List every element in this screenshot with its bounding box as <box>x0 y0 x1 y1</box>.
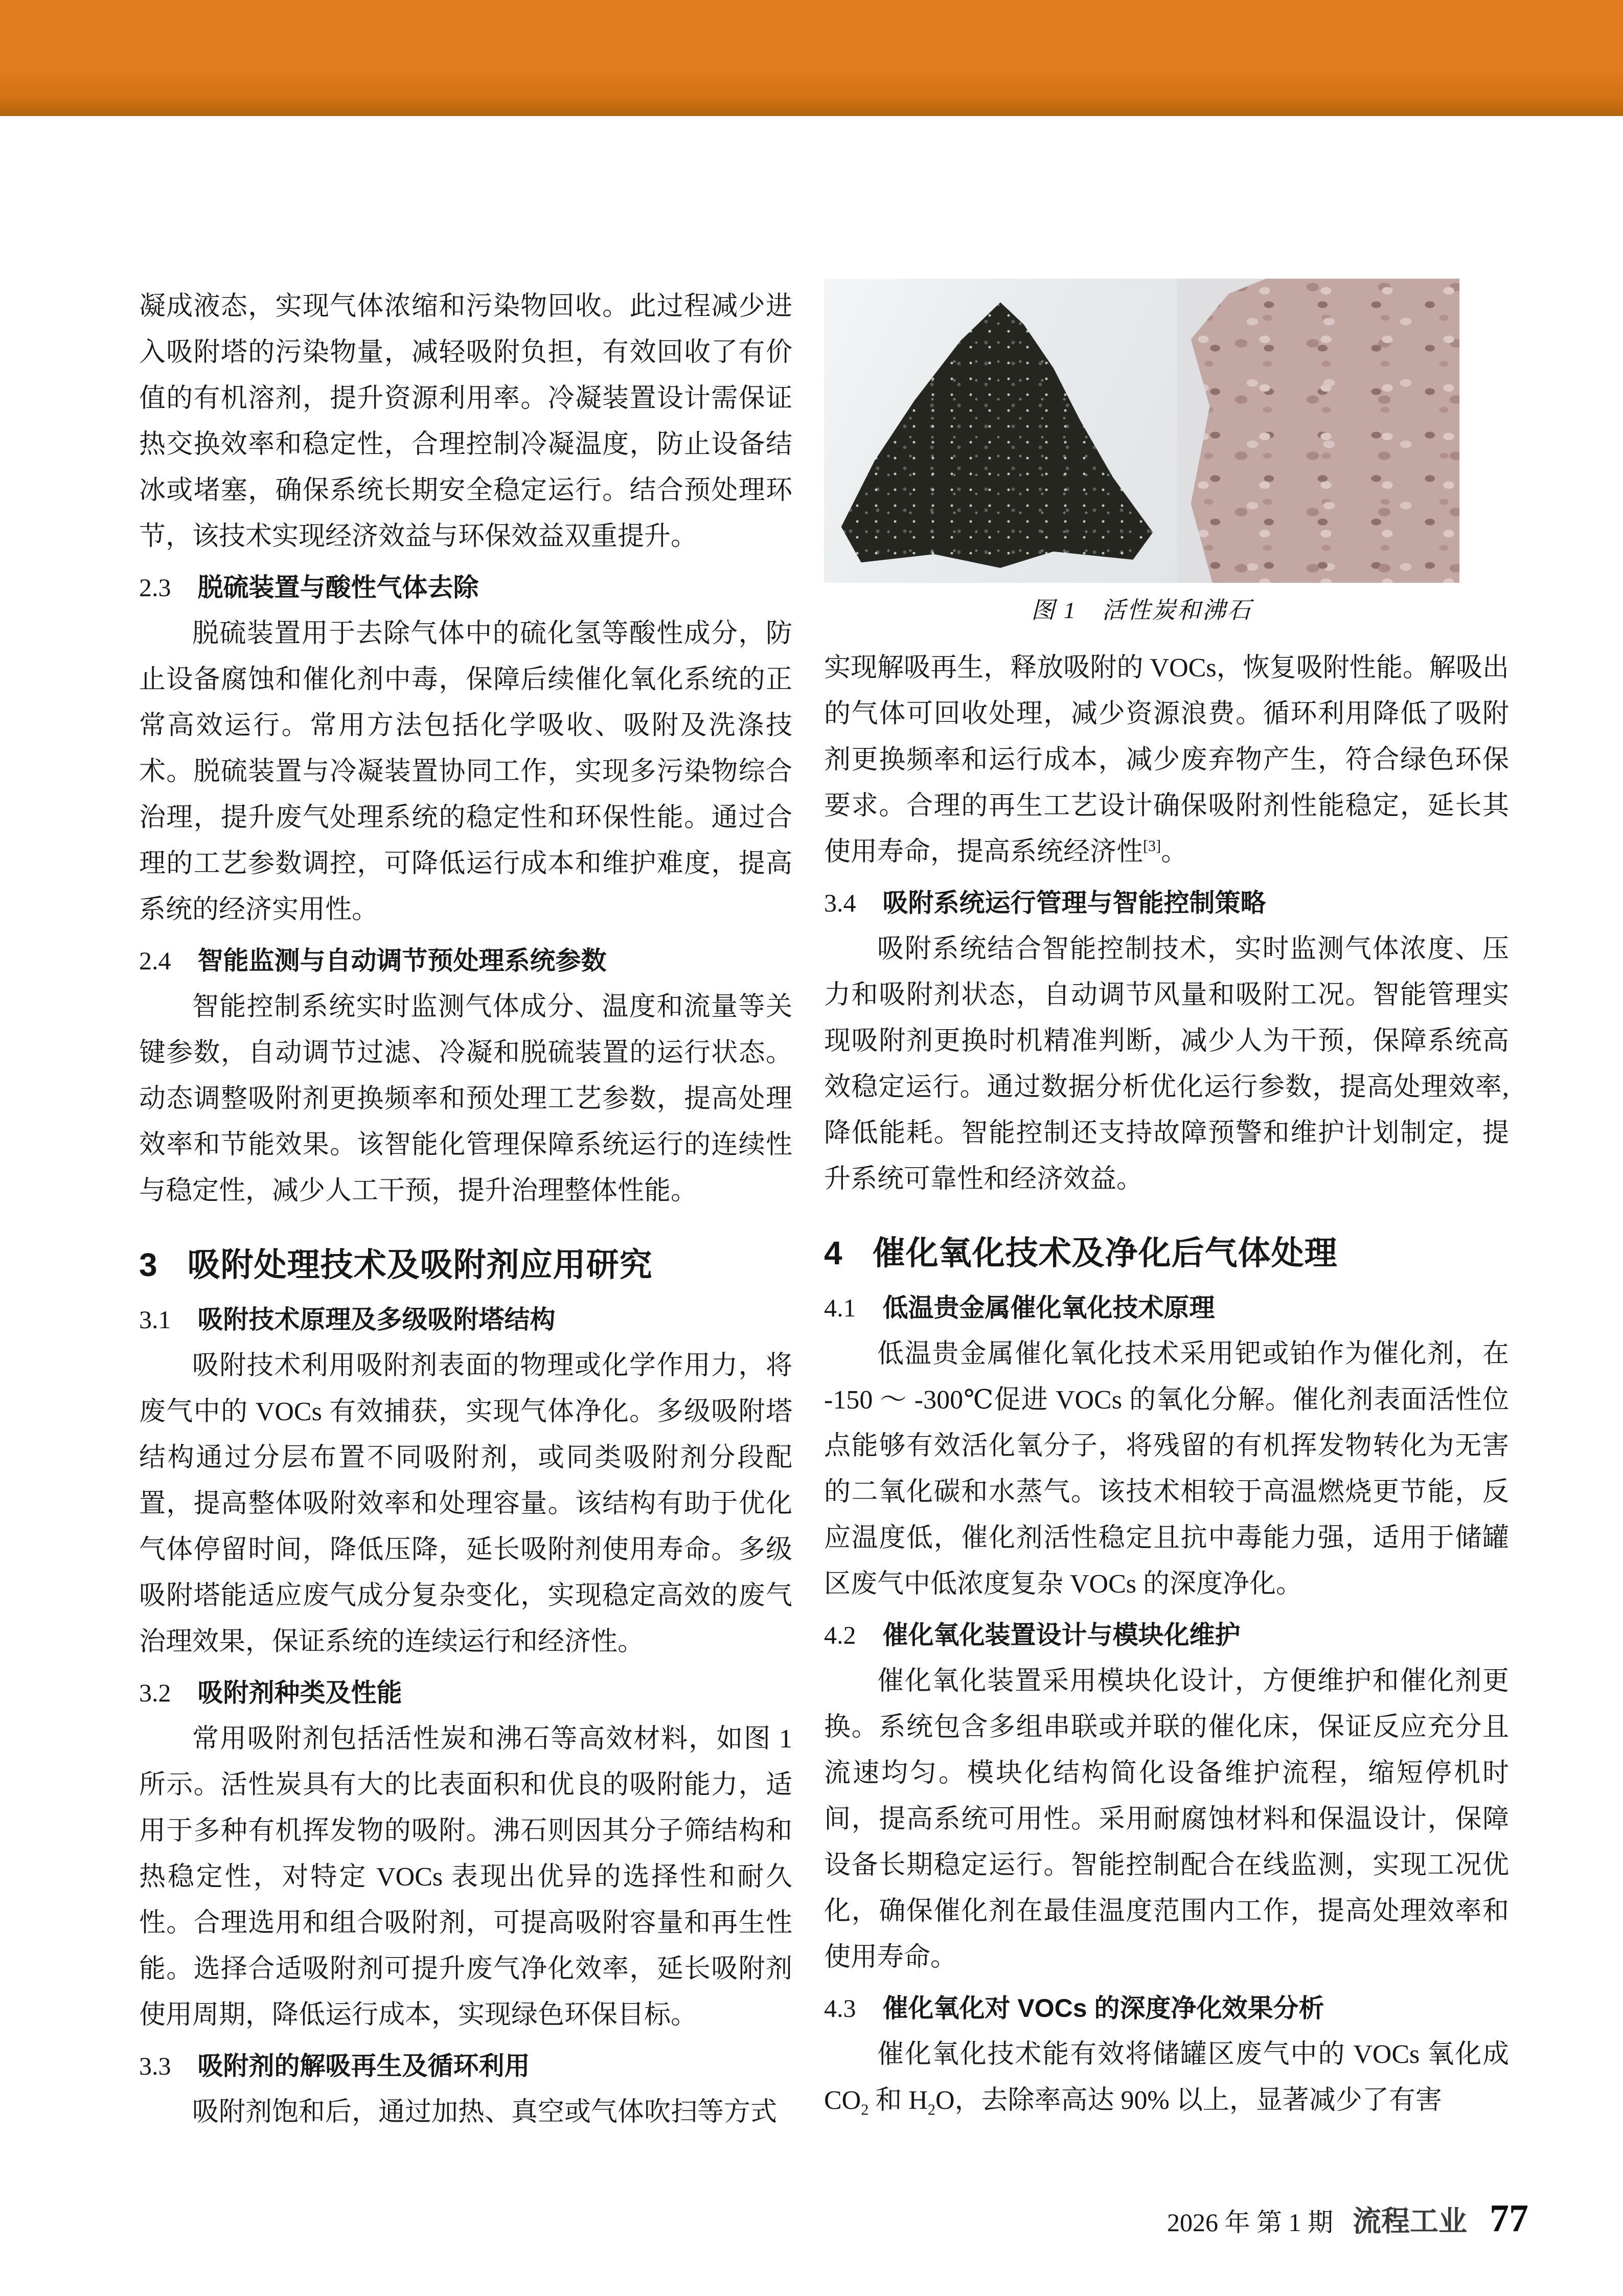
section-heading <box>139 1243 792 1287</box>
heading-number: 4.3 <box>824 1994 856 2022</box>
activated-carbon-pile <box>835 297 1167 571</box>
heading-number: 4.2 <box>824 1621 856 1649</box>
zeolite-granules <box>1191 279 1459 583</box>
heading-title: 智能监测与自动调节预处理系统参数 <box>197 946 607 975</box>
subsection-heading <box>824 1289 1509 1326</box>
page-number: 77 <box>1490 2197 1528 2240</box>
heading-number: 3 <box>139 1246 158 1283</box>
subsection-heading <box>139 1674 792 1711</box>
subsection-heading <box>139 1301 792 1338</box>
heading-title: 吸附技术原理及多级吸附塔结构 <box>197 1305 556 1334</box>
paragraph: 吸附技术利用吸附剂表面的物理或化学作用力，将废气中的 VOCs 有效捕获，实现气体净化。多级吸附塔结构通过分层布置不同吸附剂，或同类吸附剂分段配置，提高整体吸附效率和处理容量。该结构有助于优化气体停留时间，降低压降，延长吸附剂使用寿命。多级吸附塔能适应废气成分复杂变化，实现稳定高效的废气治理效果，保证系统的连续运行和经济性。 <box>139 1351 792 1656</box>
figure-1-caption: 图 1 活性炭和沸石 <box>1031 597 1252 623</box>
heading-title: 低温贵金属催化氧化技术原理 <box>882 1293 1215 1322</box>
left-column <box>139 284 792 2135</box>
paragraph: 脱硫装置用于去除气体中的硫化氢等酸性成分，防止设备腐蚀和催化剂中毒，保障后续催化氧化系统的正常高效运行。常用方法包括化学吸收、吸附及洗涤技术。脱硫装置与冷凝装置协同工作，实现多污染物综合治理，提升废气处理系统的稳定性和环保性能。通过合理的工艺参数调控，可降低运行成本和维护难度，提高系统的经济实用性。 <box>139 619 792 924</box>
figure-1 <box>824 279 1459 625</box>
paragraph: 低温贵金属催化氧化技术采用钯或铂作为催化剂，在 -150 ～ -300℃促进 VOCs 的氧化分解。催化剂表面活性位点能够有效活化氧分子，将残留的有机挥发物转化为无害的二氧化碳和水蒸气。该技术相较于高温燃烧更节能，反应温度低，催化剂活性稳定且抗中毒能力强，适用于储罐区废气中低浓度复杂 VOCs 的深度净化。 <box>824 1339 1509 1599</box>
paragraph: 催化氧化装置采用模块化设计，方便维护和催化剂更换。系统包含多组串联或并联的催化床，保证反应充分且流速均匀。模块化结构简化设备维护流程，缩短停机时间，提高系统可用性。采用耐腐蚀材料和保温设计，保障设备长期稳定运行。智能控制配合在线监测，实现工况优化，确保催化剂在最佳温度范围内工作，提高处理效率和使用寿命。 <box>824 1667 1509 1972</box>
subsection-heading <box>824 1617 1509 1653</box>
paragraph: 凝成液态，实现气体浓缩和污染物回收。此过程减少进入吸附塔的污染物量，减轻吸附负担，有效回收了有价值的有机溶剂，提升资源利用率。冷凝装置设计需保证热交换效率和稳定性，合理控制冷凝温度，防止设备结冰或堵塞，确保系统长期安全稳定运行。结合预处理环节，该技术实现经济效益与环保效益双重提升。 <box>139 292 792 551</box>
issue-info: 2026 年 第 1 期 <box>1167 2208 1333 2237</box>
subsection-heading <box>824 1990 1509 2027</box>
heading-number: 3.4 <box>824 889 856 917</box>
paragraph: 实现解吸再生，释放吸附的 VOCs，恢复吸附性能。解吸出的气体可回收处理，减少资源浪费。循环利用降低了吸附剂更换频率和运行成本，减少废弃物产生，符合绿色环保要求。合理的再生工艺设计确保吸附剂性能稳定，延长其使用寿命，提高系统经济性[3]。 <box>824 653 1509 867</box>
heading-title: 吸附处理技术及吸附剂应用研究 <box>187 1246 653 1283</box>
heading-title: 催化氧化技术及净化后气体处理 <box>872 1235 1338 1271</box>
section-heading <box>824 1231 1509 1275</box>
paragraph: 吸附系统结合智能控制技术，实时监测气体浓度、压力和吸附剂状态，自动调节风量和吸附工况。智能管理实现吸附剂更换时机精准判断，减少人为干预，保障系统高效稳定运行。通过数据分析优化运行参数，提高处理效率,降低能耗。智能控制还支持故障预警和维护计划制定，提升系统可靠性和经济效益。 <box>824 935 1509 1194</box>
heading-number: 4 <box>824 1235 843 1271</box>
journal-name: 流程工业 <box>1353 2205 1467 2237</box>
heading-title: 催化氧化对 VOCs 的深度净化效果分析 <box>882 1994 1324 2022</box>
figure-1-photo <box>824 279 1459 583</box>
right-column <box>824 279 1509 2124</box>
heading-number: 4.1 <box>824 1293 856 1322</box>
heading-number: 3.2 <box>139 1678 171 1707</box>
heading-number: 2.3 <box>139 573 171 602</box>
heading-number: 3.3 <box>139 2052 171 2080</box>
activated-carbon-photo <box>824 279 1177 583</box>
right-column-text <box>824 645 1509 2124</box>
heading-title: 吸附系统运行管理与智能控制策略 <box>882 889 1266 917</box>
header-band <box>0 0 1623 116</box>
paragraph: 智能控制系统实时监测气体成分、温度和流量等关键参数，自动调节过滤、冷凝和脱硫装置的运行状态。动态调整吸附剂更换频率和预处理工艺参数，提高处理效率和节能效果。该智能化管理保障系统运行的连续性与稳定性，减少人工干预，提升治理整体性能。 <box>139 992 792 1206</box>
subsection-heading <box>139 2048 792 2084</box>
heading-number: 2.4 <box>139 946 171 975</box>
page-footer <box>1167 2196 1528 2241</box>
paragraph: 吸附剂饱和后，通过加热、真空或气体吹扫等方式 <box>192 2098 778 2127</box>
heading-title: 脱硫装置与酸性气体去除 <box>197 573 479 602</box>
subsection-heading <box>824 884 1509 921</box>
zeolite-photo <box>1177 279 1459 583</box>
subsection-heading <box>139 569 792 606</box>
heading-title: 吸附剂的解吸再生及循环利用 <box>197 2052 530 2080</box>
heading-title: 吸附剂种类及性能 <box>197 1678 402 1707</box>
subsection-heading <box>139 942 792 979</box>
heading-number: 3.1 <box>139 1305 171 1334</box>
paragraph: 催化氧化技术能有效将储罐区废气中的 VOCs 氧化成 $CO_2$ 和 $H_2O$，去除率高达 90% 以上，显著减少了有害 <box>824 2040 1509 2119</box>
heading-title: 催化氧化装置设计与模块化维护 <box>882 1621 1241 1649</box>
paragraph: 常用吸附剂包括活性炭和沸石等高效材料，如图 1 所示。活性炭具有大的比表面积和优良的吸附能力，适用于多种有机挥发物的吸附。沸石则因其分子筛结构和热稳定性，对特定 VOCs 表现出优异的选择性和耐久性。合理选用和组合吸附剂，可提高吸附容量和再生性能。选择合适吸附剂可提升废气净化效率，延长吸附剂使用周期，降低运行成本，实现绿色环保目标。 <box>139 1724 792 2030</box>
